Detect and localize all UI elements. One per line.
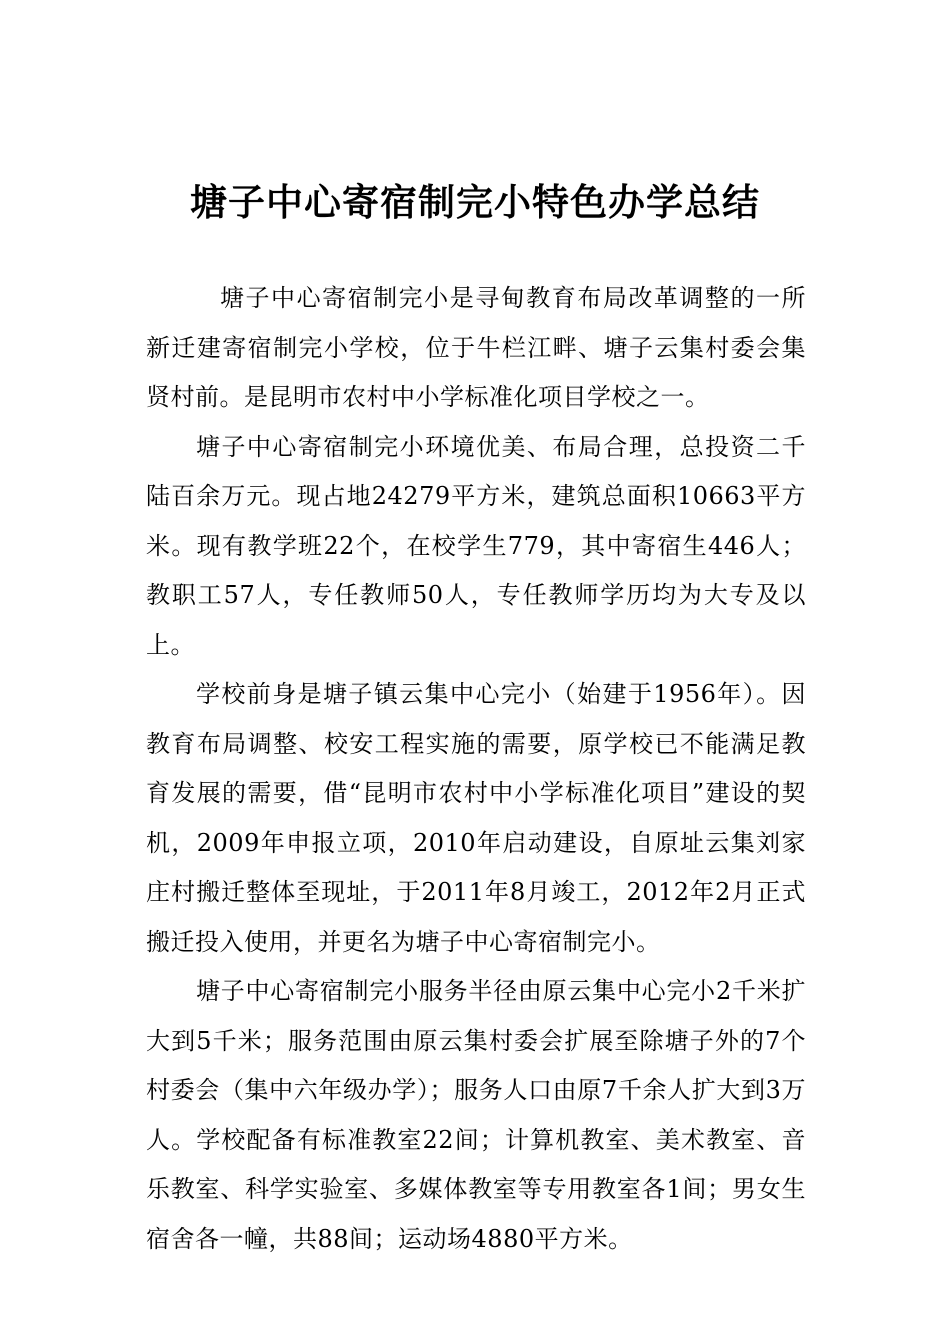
document-body [146,274,806,1264]
paragraph-intro: 塘子中心寄宿制完小是寻甸教育布局改革调整的一所新迁建寄宿制完小学校，位于牛栏江畔、塘子云集村委会集贤村前。是昆明市农村中小学标准化项目学校之一。 [146,284,806,411]
paragraph-environment: 塘子中心寄宿制完小环境优美、布局合理，总投资二千陆百余万元。现占地24279平方米，建筑总面积10663平方米。现有教学班22个，在校学生779，其中寄宿生446人；教职工57人，专任教师50人，专任教师学历均为大专及以上。 [146,432,806,659]
paragraph-history: 学校前身是塘子镇云集中心完小（始建于1956年）。因教育布局调整、校安工程实施的需要，原学校已不能满足教育发展的需要，借“昆明市农村中小学标准化项目”建设的契机，2009年申报立项，2010年启动建设，自原址云集刘家庄村搬迁整体至现址，于2011年8月竣工，2012年2月正式搬迁投入使用，并更名为塘子中心寄宿制完小。 [146,680,806,956]
paragraph-service: 塘子中心寄宿制完小服务半径由原云集中心完小2千米扩大到5千米；服务范围由原云集村委会扩展至除塘子外的7个村委会（集中六年级办学）；服务人口由原7千余人扩大到3万人。学校配备有标准教室22间；计算机教室、美术教室、音乐教室、科学实验室、多媒体教室等专用教室各1间；男女生宿舍各一幢，共88间；运动场4880平方米。 [146,977,806,1253]
document-title: 塘子中心寄宿制完小特色办学总结 [190,180,760,224]
